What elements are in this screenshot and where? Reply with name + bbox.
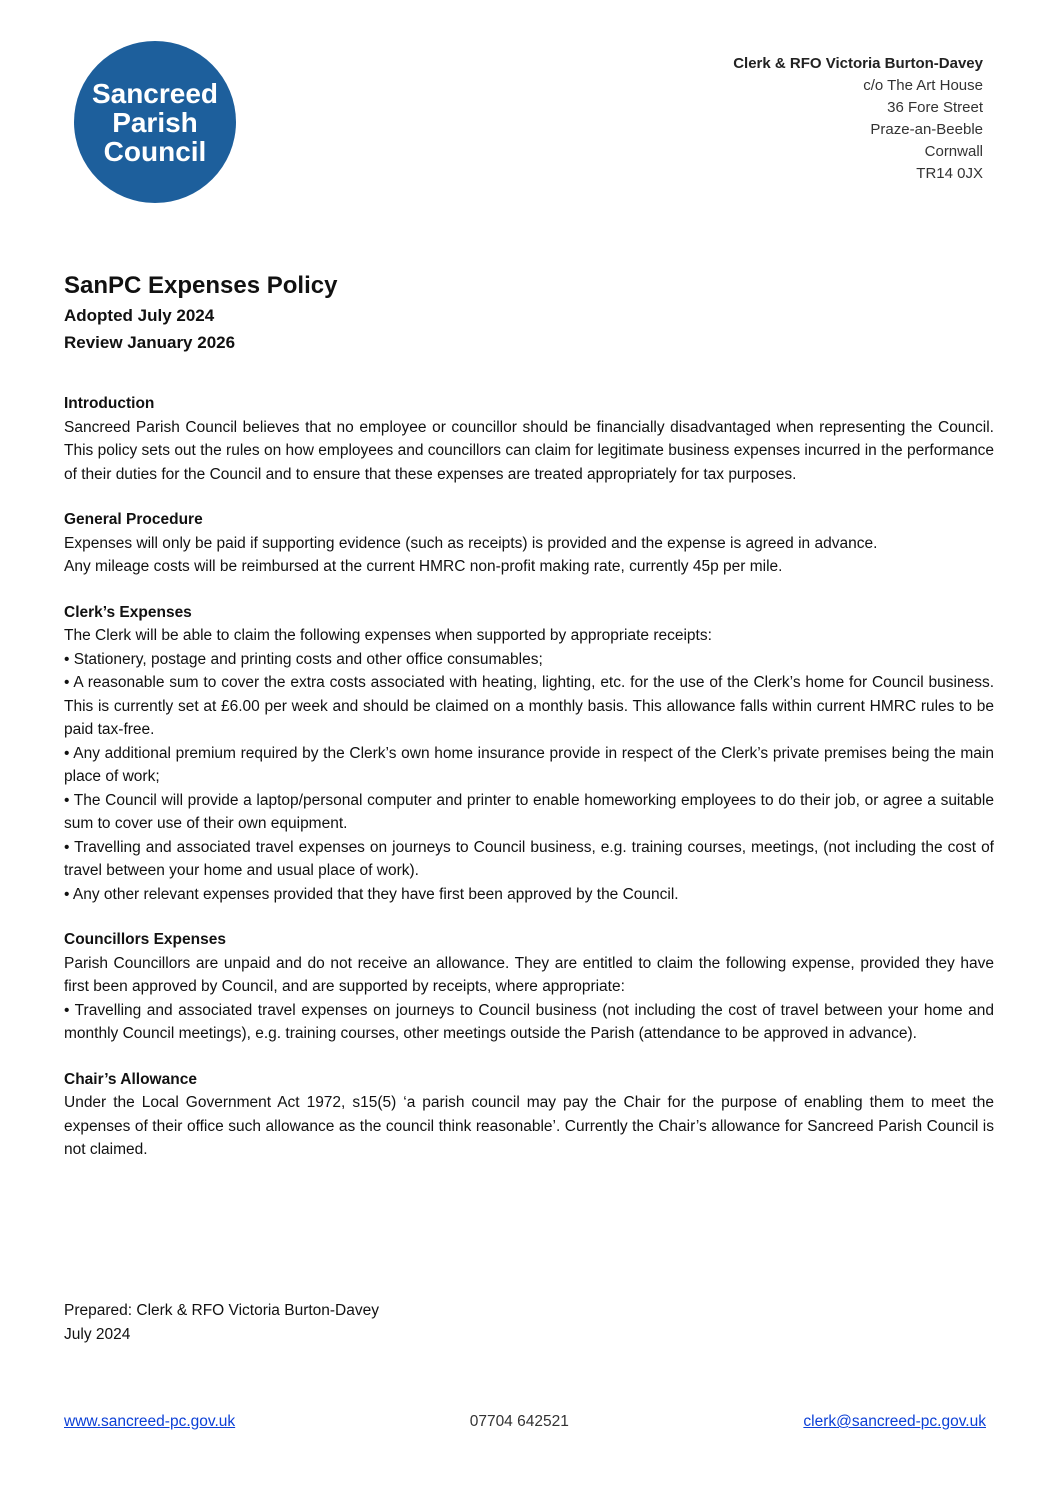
section-text: Expenses will only be paid if supporting evidence (such as receipts) is provided and the expense is agreed in advance. xyxy=(64,534,878,552)
prepared-line: Prepared: Clerk & RFO Victoria Burton-Davey xyxy=(64,1302,379,1319)
address-line-3: Praze-an-Beeble xyxy=(870,121,983,138)
email-link[interactable]: clerk@sancreed-pc.gov.uk xyxy=(803,1413,986,1430)
general-procedure-section xyxy=(64,508,994,579)
clerks-expenses-section xyxy=(64,601,994,907)
adopted-date: Adopted July 2024 xyxy=(64,306,215,325)
address-name: Clerk & RFO Victoria Burton-Davey xyxy=(733,55,983,72)
section-heading: Chair’s Allowance xyxy=(64,1070,197,1088)
section-text: Any mileage costs will be reimbursed at the current HMRC non-profit making rate, currently 45p per mile. xyxy=(64,558,783,575)
section-text: The Clerk will be able to claim the following expenses when supported by appropriate receipts: xyxy=(64,627,712,644)
section-text: Parish Councillors are unpaid and do not receive an allowance. They are entitled to claim the following expense, provided they have first been approved by Council, and are supported by receipts, where appropriate: xyxy=(64,954,994,995)
section-heading: General Procedure xyxy=(64,511,203,528)
introduction-section xyxy=(64,392,994,486)
address-line-4: Cornwall xyxy=(924,143,983,160)
phone-number: 07704 642521 xyxy=(469,1413,569,1430)
list-item: • Any other relevant expenses provided that they have first been approved by the Council. xyxy=(64,885,679,903)
prepared-by xyxy=(64,1299,379,1346)
document-title: SanPC Expenses Policy xyxy=(64,272,338,299)
logo-line-1: Sancreed xyxy=(91,77,219,109)
footer-contact xyxy=(64,1413,986,1431)
address-line-2: 36 Fore Street xyxy=(887,99,983,116)
document-body xyxy=(64,270,994,1162)
list-item: • The Council will provide a laptop/personal computer and printer to enable homeworking employees to do their job, or agree a suitable sum to cover use of their own equipment. xyxy=(64,791,994,832)
list-item: • Stationery, postage and printing costs and other office consumables; xyxy=(64,650,543,668)
section-heading: Clerk’s Expenses xyxy=(64,603,192,621)
website-link[interactable]: www.sancreed-pc.gov.uk xyxy=(64,1413,236,1430)
council-logo xyxy=(74,41,236,203)
councillors-expenses-section xyxy=(64,928,994,1046)
prepared-date: July 2024 xyxy=(64,1325,131,1343)
review-date: Review January 2026 xyxy=(64,333,236,352)
address-line-1: c/o The Art House xyxy=(863,77,983,94)
logo-line-2: Parish xyxy=(112,106,198,138)
list-item: • Travelling and associated travel expenses on journeys to Council business, e.g. training courses, meetings, (not including the cost of travel between your home and usual place of work). xyxy=(64,838,994,879)
section-heading: Councillors Expenses xyxy=(64,931,226,948)
list-item: • Any additional premium required by the Clerk’s own home insurance provide in respect of the Clerk’s private premises being the main place of work; xyxy=(64,744,994,785)
address-line-5: TR14 0JX xyxy=(916,165,983,182)
section-text: Under the Local Government Act 1972, s15(5) ‘a parish council may pay the Chair for the purpose of enabling them to meet the expenses of their office such allowance as the council think reasonable’. Currently the Chair’s allowance for Sancreed Parish Council is not claimed. xyxy=(64,1094,994,1158)
section-heading: Introduction xyxy=(64,395,155,412)
address-block xyxy=(733,53,983,185)
list-item: • Travelling and associated travel expenses on journeys to Council business (not including the cost of travel between your home and monthly Council meetings), e.g. training courses, other meetings outside the Parish (attendance to be approved in advance). xyxy=(64,1001,994,1042)
chairs-allowance-section xyxy=(64,1068,994,1162)
logo-line-3: Council xyxy=(103,135,207,167)
list-item: • A reasonable sum to cover the extra costs associated with heating, lighting, etc. for the use of the Clerk’s home for Council business. This is currently set at £6.00 per week and should be claimed on a monthly basis. This allowance falls within current HMRC rules to be paid tax-free. xyxy=(64,674,994,738)
section-text: Sancreed Parish Council believes that no employee or councillor should be financially disadvantaged when representing the Council. This policy sets out the rules on how employees and councillors can claim for legitimate business expenses incurred in the performance of their duties for the Council and to ensure that these expenses are treated appropriately for tax purposes. xyxy=(64,418,994,483)
